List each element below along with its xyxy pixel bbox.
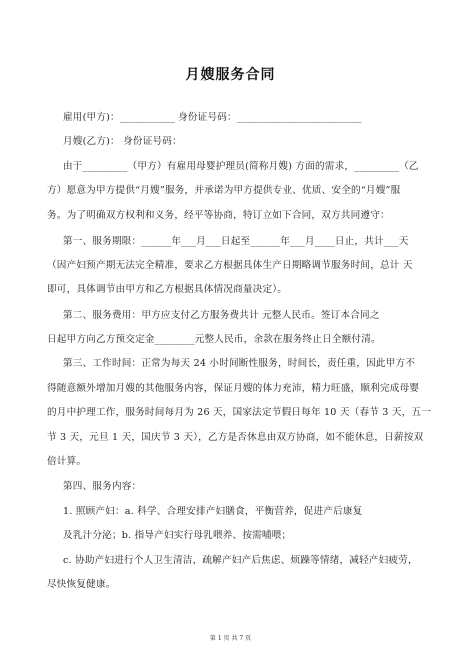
text-line: 及乳汁分泌；b. 指导产妇实行母乳喂养、按需哺喂； <box>63 530 292 541</box>
text-line: （因产妇预产期无法完全精准，要求乙方根据具体生产日期略调节服务时间，总计 天 <box>47 260 413 271</box>
text-line: 节 3 天，元旦 1 天，国庆节 3 天），乙方是否休息由双方协商，如不能休息，日薪按双 <box>47 432 424 443</box>
text-line: 倍计算。 <box>47 456 87 467</box>
text-line: 第一、服务期限：______年___月___日起至______年___月____日止，共计___天 <box>63 236 409 247</box>
text-line: 方）愿意为甲方提供“月嫂”服务，并承诺为甲方提供专业、优质、安全的“月嫂”服 <box>47 185 401 196</box>
text-line: 第四、服务内容： <box>63 481 142 492</box>
text-line: 日起甲方向乙方预交定金________元整人民币，余款在服务终止日全额付清。 <box>47 334 381 345</box>
text-line: 得随意额外增加月嫂的其他服务内容，保证月嫂的体力充沛，精力旺盛，顺利完成母婴 <box>47 383 420 394</box>
page-number: 第 1 页 共 7 页 <box>209 635 252 642</box>
text-line: 尽快恢复健康。 <box>47 579 116 590</box>
text-line-employer: 雇用(甲方)：___________ 身份证号码：_________________________ <box>63 112 362 123</box>
text-line: 第三、工作时间：正常为每天 24 小时间断性服务，时间长，责任重，因此甲方不 <box>63 358 416 369</box>
text-line-nanny: 月嫂(乙方)： 身份证号码： <box>63 136 182 147</box>
text-line: 第二、服务费用：甲方应支付乙方服务费共计 元整人民币。签订本合同之 <box>63 310 380 321</box>
text-line: 即可，具体调节由甲方和乙方根据具体情况商量决定）。 <box>47 284 288 295</box>
text-line: c. 协助产妇进行个人卫生清洁，疏解产妇产后焦虑、烦躁等情绪，减轻产妇疲劳， <box>63 555 418 566</box>
text-line: 的月中护理工作，服务时间每月为 26 天，国家法定节假日每年 10 天（春节 3 天，五一 <box>47 407 432 418</box>
text-line: 1. 照顾产妇：a. 科学、合理安排产妇膳食，平衡营养，促进产后康复 <box>63 506 363 517</box>
document-title: 月嫂服务合同 <box>185 67 276 83</box>
text-line: 务。为了明确双方权利和义务，经平等协商，特订立如下合同，双方共同遵守： <box>47 210 390 221</box>
text-line: 由于_________（甲方）有雇用母婴护理员(简称月嫂) 方面的需求，_________（乙 <box>63 161 419 172</box>
